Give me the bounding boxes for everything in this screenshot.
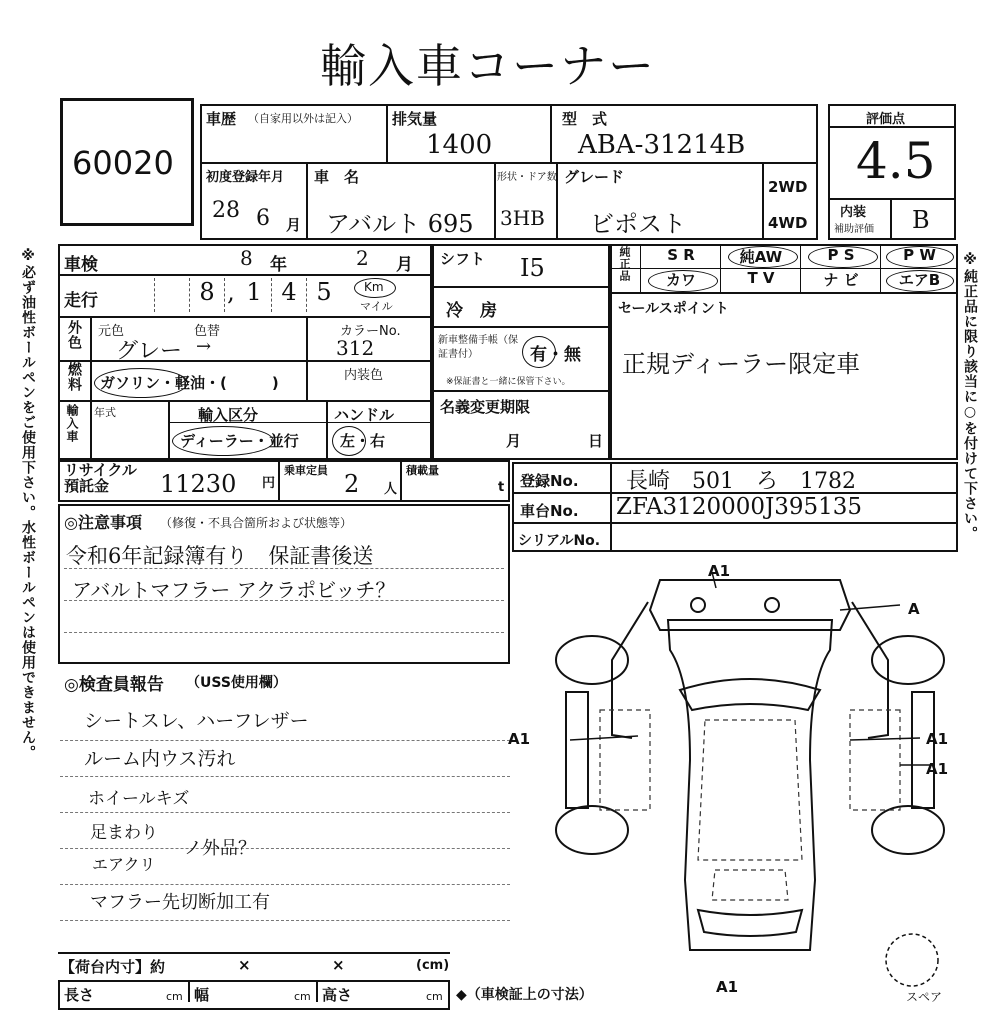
manual-value: 有・無	[530, 345, 581, 365]
score-value: 4.5	[856, 132, 936, 190]
capacity-unit: 人	[384, 482, 398, 497]
recycle-label: リサイクル預託金	[64, 461, 137, 495]
interior-score-value: B	[912, 206, 930, 234]
color-orig-label: 元色	[98, 324, 125, 339]
grade-label: グレード	[564, 168, 625, 186]
equip-aw-circle	[728, 246, 798, 268]
diagram-spare: スペア	[906, 990, 943, 1004]
sales-point-text: 正規ディーラー限定車	[622, 350, 861, 378]
inspector-line-1: シートスレ、ハーフレザー	[84, 710, 309, 732]
equip-tv: T V	[747, 269, 775, 287]
model-value: ABA-31214B	[578, 130, 746, 160]
diagram-mark-bottom: A1	[716, 978, 739, 996]
name-change-month: 月	[506, 432, 522, 450]
equip-navi: ナ ビ	[823, 271, 859, 289]
mileage-comma: ,	[227, 278, 235, 306]
dims-height: 高さ	[322, 986, 353, 1004]
manual-note: ※保証書と一緒に保管下さい。	[446, 377, 571, 387]
side-note-left: ※必ず油性ボールペンをご使用下さい。水性ボールペンは使用できません。	[20, 248, 36, 760]
history-label: 車歴	[206, 110, 237, 128]
history-note: （自家用以外は記入）	[248, 112, 358, 125]
dims-cm-1: cm	[166, 990, 183, 1003]
inspection-month: 2	[356, 246, 369, 270]
drive-2wd: 2WD	[768, 178, 808, 196]
interior-score-label: 内装	[840, 205, 867, 220]
load-unit: t	[498, 480, 505, 495]
outer-color-label: 外色	[66, 320, 82, 350]
caution-line-1: 令和6年記録簿有り 保証書後送	[66, 544, 374, 568]
color-code-label: カラーNo.	[340, 324, 401, 339]
shift-value: I5	[520, 254, 545, 282]
inspection-year: 8	[240, 246, 253, 270]
first-reg-label: 初度登録年月	[206, 170, 285, 185]
mileage-digit: 8	[190, 278, 225, 312]
dims-cm-3: cm	[426, 990, 443, 1003]
chassis-value: ZFA3120000J395135	[616, 494, 863, 520]
dims-box	[58, 980, 450, 1010]
cargo-x1: ×	[238, 956, 251, 974]
inspection-month-unit: 月	[396, 255, 413, 275]
equip-pw: P W	[903, 246, 936, 264]
inspector-sub: （USS使用欄）	[186, 675, 287, 691]
caution-sub: （修復・不具合箇所および状態等）	[160, 516, 353, 530]
color-value: グレー	[116, 339, 183, 364]
diagram-mark-right-2: A1	[926, 760, 949, 778]
caution-line-2: アバルトマフラー アクラポビッチ？	[72, 578, 396, 602]
name-change-label: 名義変更期限	[440, 398, 531, 416]
chassis-label: 車台No.	[520, 502, 579, 520]
mileage-digits	[120, 278, 341, 312]
equip-leather: カワ	[665, 271, 696, 289]
fuel-label: 燃料	[66, 362, 82, 392]
equip-pw-circle	[886, 246, 954, 268]
import-year-label: 年式	[94, 406, 116, 419]
equipment-label: 純正品	[618, 246, 631, 282]
recycle-unit: 円	[262, 476, 276, 491]
diagram-mark-right-1: A1	[926, 730, 949, 748]
mileage-km: Km	[364, 280, 384, 294]
equip-ps: P S	[827, 246, 855, 264]
first-reg-month: 6	[256, 206, 270, 231]
diagram-mark-right-top: A	[908, 600, 920, 618]
color-change-label: 色替	[194, 324, 221, 339]
equip-aw: 純AW	[739, 248, 783, 266]
car-name-label: 車 名	[314, 168, 360, 186]
equip-leather-circle	[648, 270, 718, 292]
aircon-label: 冷 房	[446, 301, 497, 321]
inspector-line-5: エアクリ	[92, 855, 156, 874]
interior-score-sub: 補助評価	[834, 224, 874, 235]
load-label: 積載量	[406, 464, 439, 477]
inspector-line-2: ルーム内ウス汚れ	[84, 748, 236, 770]
interior-color-label: 内装色	[344, 368, 384, 383]
equip-sr: S R	[667, 246, 695, 264]
color-arrow: →	[196, 336, 212, 357]
side-note-right: ※純正品に限り該当に○を付けて下さい。	[962, 252, 978, 541]
score-label: 評価点	[866, 112, 906, 127]
mileage-label: 走行	[64, 291, 98, 311]
dims-length: 長さ	[64, 986, 95, 1004]
mileage-digit: 5	[316, 278, 332, 306]
handle-value: 左・右	[340, 432, 386, 450]
cargo-x2: ×	[332, 956, 345, 974]
recycle-value: 11230	[160, 470, 237, 498]
caution-label: ◎注意事項	[64, 513, 142, 532]
inspection-label: 車検	[64, 255, 98, 275]
page-title: 輸入車コーナー	[320, 39, 656, 93]
drive-4wd: 4WD	[768, 214, 808, 232]
shape-label: 形状・ドア数	[497, 172, 557, 183]
color-code: 312	[336, 336, 375, 360]
cargo-unit: (cm)	[416, 958, 450, 973]
displacement-value: 1400	[426, 130, 493, 160]
dims-note: ◆（車検証上の寸法）	[456, 987, 593, 1003]
first-reg-year: 28	[212, 198, 240, 223]
inspection-year-unit: 年	[270, 255, 287, 275]
displacement-label: 排気量	[392, 110, 438, 128]
grade-value: ビポスト	[590, 210, 686, 238]
import-label: 輸入車	[65, 404, 79, 443]
fuel-options: ガソリン・軽油・( )	[100, 374, 279, 392]
inspector-line-6: ノ外品？	[184, 838, 256, 859]
name-change-day: 日	[588, 432, 604, 450]
car-diagram	[540, 560, 960, 990]
shift-label: シフト	[440, 250, 486, 268]
registration-label: 登録No.	[520, 472, 579, 490]
shape-value: 3HB	[500, 206, 545, 230]
handle-label: ハンドル	[334, 406, 395, 424]
serial-label: シリアルNo.	[518, 533, 601, 549]
model-label: 型 式	[562, 110, 608, 128]
diagram-mark-left: A1	[508, 730, 531, 748]
import-type-value: ディーラー・並行	[180, 432, 299, 450]
inspector-label: ◎検査員報告	[64, 675, 164, 695]
cargo-label: 【荷台内寸】約	[60, 958, 166, 976]
manual-label: 新車整備手帳（保証書付）	[438, 335, 518, 360]
equip-ps-circle	[808, 246, 878, 268]
mileage-digit: 1	[237, 278, 272, 312]
diagram-mark-top: A1	[708, 562, 731, 580]
import-type-label: 輸入区分	[198, 406, 259, 424]
mileage-mile: マイル	[360, 300, 393, 313]
sales-point-label: セールスポイント	[618, 301, 729, 317]
inspector-line-3: ホイールキズ	[88, 789, 190, 809]
inspector-line-7: マフラー先切断加工有	[90, 892, 270, 913]
mileage-digit: 4	[272, 278, 307, 312]
registration-value: 長崎 501 ろ 1782	[626, 469, 856, 494]
equip-airbag: エアB	[898, 271, 941, 289]
equip-airbag-circle	[886, 270, 954, 292]
capacity-value: 2	[344, 470, 360, 498]
lot-number: 60020	[72, 144, 174, 182]
dims-cm-2: cm	[294, 990, 311, 1003]
car-name-value: アバルト 695	[326, 210, 474, 238]
inspector-line-4: 足まわり	[90, 823, 158, 843]
capacity-label: 乗車定員	[284, 464, 328, 477]
dims-width: 幅	[194, 986, 210, 1004]
first-reg-unit: 月	[286, 216, 302, 234]
